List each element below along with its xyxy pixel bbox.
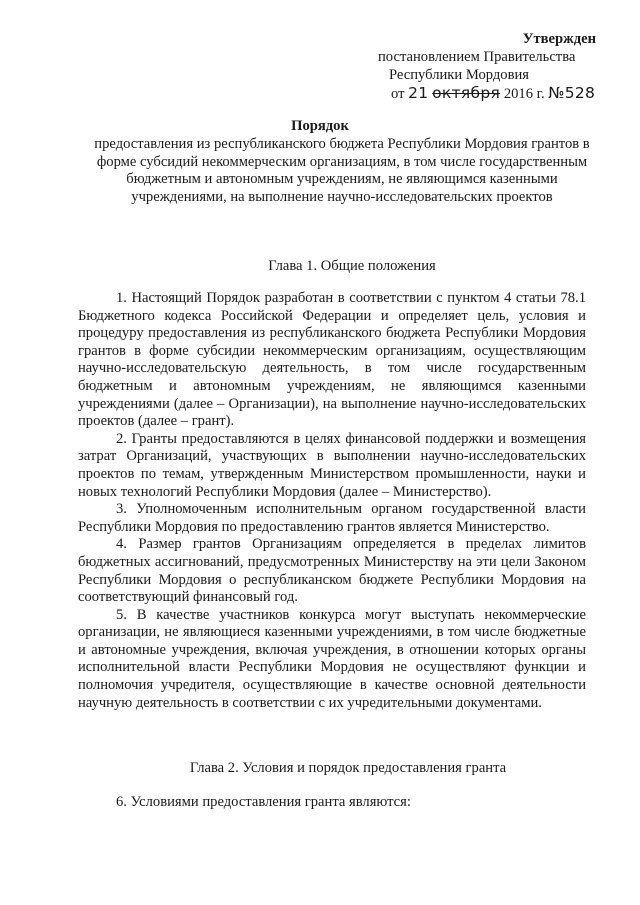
document-title: Порядок [291,118,349,134]
decree-number: №528 [548,84,596,102]
approval-line-2: Республики Мордовия [389,67,530,83]
date-day: 21 [408,84,429,102]
date-prefix: от [391,86,405,102]
date-month: октября [432,84,501,102]
paragraph-3: 3. Уполномоченным исполнительным органом государственной власти Республики Мордовия по предоставлению грантов является Министерство. [78,501,586,535]
paragraph-4: 4. Размер грантов Организациям определяется в пределах лимитов бюджетных ассигнований, предусмотренных Министерству на эти цели Законом Республики Мордовия о республиканском бюджете Республики Мордовия на соответствующий финансовый год. [78,536,586,606]
paragraph-2: 2. Гранты предоставляются в целях финансовой поддержки и возмещения затрат Организаций, участвующих в выполнении научно-исследовательских проектов по темам, утвержденным Министерством промышленности, науки и новых технологий Республики Мордовия (далее – Министерство). [78,430,586,500]
approval-title: Утвержден [522,31,596,47]
approval-line-1: постановлением Правительства [378,49,576,65]
approval-date [378,84,628,103]
approval-block [378,30,628,103]
paragraph-5: 5. В качестве участников конкурса могут выступать некоммерческие организации, не являющиеся казенными учреждениями, в том числе бюджетные и автономные учреждения, включая учреждения, в отношении которых органы исполнительной власти Республики Мордовия не осуществляют функции и полномочия учредителя, осуществляющие в качестве основной деятельности научную деятельность в соответствии с их учредительными документами. [78,606,586,711]
paragraph-6: 6. Условиями предоставления гранта являются: [116,794,411,810]
chapter-1-heading: Глава 1. Общие положения [268,258,436,274]
date-year: 2016 г. [503,86,545,102]
chapter-1-body [78,290,586,712]
paragraph-1: 1. Настоящий Порядок разработан в соответствии с пунктом 4 статьи 78.1 Бюджетного кодекса Российской Федерации и определяет цель, условия и процедуру предоставления из республиканского бюджета Республики Мордовия грантов в форме субсидии некоммерческим организациям, осуществляющим научно-исследовательскую деятельность, в том числе государственным бюджетным и автономным учреждениям, не являющимся казенными учреждениями (далее – Организации), на выполнение научно-исследовательских проектов (далее – грант). [78,290,586,430]
chapter-2-heading: Глава 2. Условия и порядок предоставления гранта [189,760,507,776]
document-subtitle: предоставления из республиканского бюджета Республики Мордовия грантов в форме субсидий некоммерческим организациям, в том числе государственным бюджетным и автономным учреждениям, не являющимся казенными учреждениями, на выполнение научно-исследовательских проектов [94,136,590,205]
